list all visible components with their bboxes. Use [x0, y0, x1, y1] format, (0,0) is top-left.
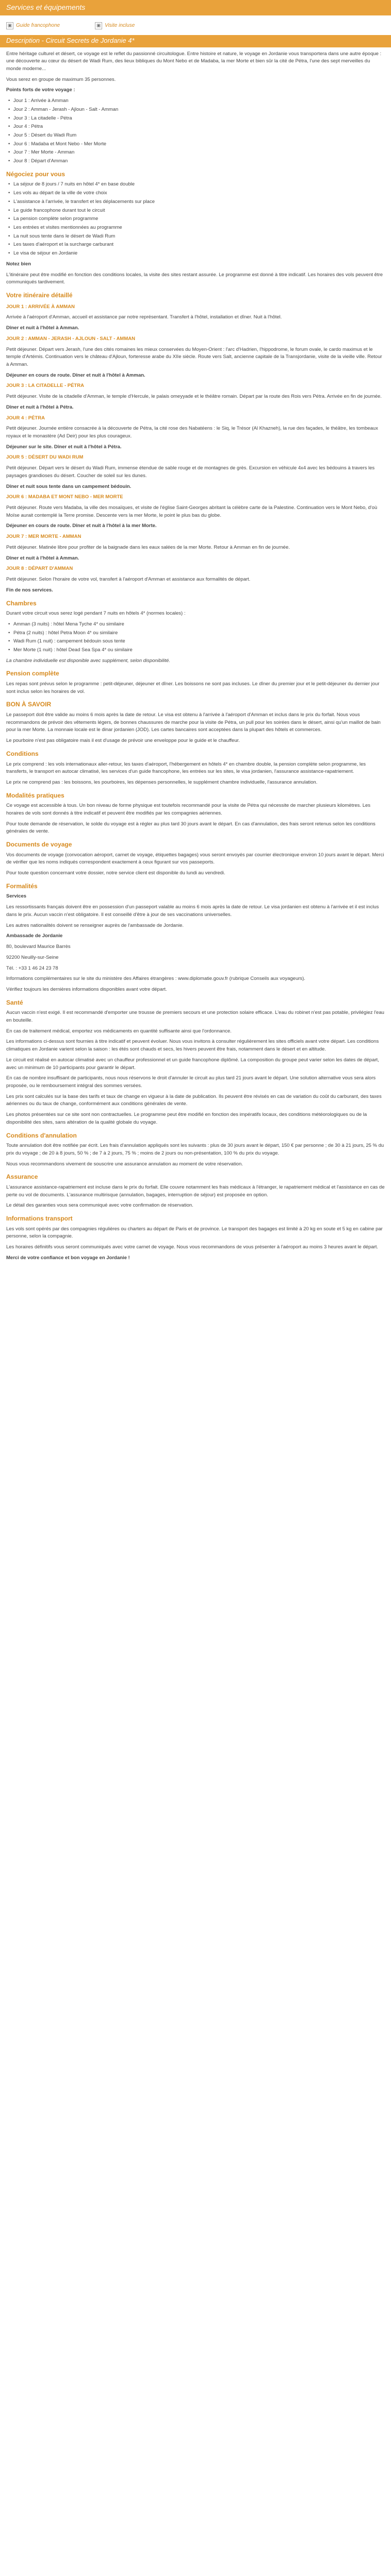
quick-link-visite[interactable]: [95, 22, 135, 30]
list-item: • Les entrées et visites mentionnées au programme: [6, 224, 385, 232]
ambassade-label: Ambassade de Jordanie: [6, 933, 63, 939]
ambassade-line: 80, boulevard Maurice Barrès: [6, 944, 71, 950]
transport-text: Les vols sont opérés par des compagnies régulières ou charters au départ de Paris et de province. Le transport des bagages est limité à 20 kg en soute et 5 kg en cabine par personne, selon la compagnie.: [6, 1226, 383, 1240]
day-title: JOUR 3 : LA CITADELLE - PÉTRA: [6, 383, 84, 389]
notes-heading: Notez bien: [6, 261, 31, 267]
day-meal: Dîner et nuit à l'hôtel à Pétra.: [6, 404, 74, 410]
day-text: Petit déjeuner. Route vers Madaba, la ville des mosaïques, et visite de l'église Saint-Georges abritant la célèbre carte de la Palestine. Continuation vers le Mont Nebo, d'où Moïse aurait contemplé la Terre promise. Descente vers la mer Morte, le point le plus bas du globe.: [6, 505, 378, 518]
day-text: Arrivée à l'aéroport d'Amman, accueil et assistance par notre représentant. Transfert à l'hôtel, installation et dîner. Nuit à l'hôtel.: [6, 314, 282, 320]
list-item: • Jour 4 : Pétra: [6, 123, 385, 131]
negocier-list: [6, 181, 385, 257]
documents-text: Vos documents de voyage (convocation aéroport, carnet de voyage, étiquettes bagages) vous seront envoyés par courrier électronique environ 10 jours avant le départ. Merci de vérifier que les noms indiqués correspondent exactement à ceux figurant sur vos passeports.: [6, 852, 384, 866]
list-item: • Jour 3 : La citadelle - Pétra: [6, 115, 385, 123]
formalites-text: Les ressortissants français doivent être en possession d'un passeport valable au moins 6 mois après la date de retour. Le visa jordanien est obtenu à l'arrivée et il est inclus dans le prix. Aucun vaccin n'est obligatoire. Il est conseillé d'être à jour de ses vaccinations universelles.: [6, 904, 379, 918]
list-item: • Le guide francophone durant tout le circuit: [6, 207, 385, 215]
day-title: JOUR 4 : PÉTRA: [6, 415, 45, 421]
list-item: • Pétra (2 nuits) : hôtel Petra Moon 4* ou similaire: [6, 630, 385, 637]
day-meal: Déjeuner sur le site. Dîner et nuit à l'hôtel à Pétra.: [6, 444, 122, 450]
description-header-bar: [0, 35, 391, 47]
notes-text: L'itinéraire peut être modifié en fonction des conditions locales, la visite des sites restant assurée. Le programme est donné à titre indicatif. Les horaires des vols peuvent être communiqués tardivement.: [6, 272, 383, 285]
pension-text: Les repas sont prévus selon le programme : petit-déjeuner, déjeuner et dîner. Les boissons ne sont pas incluses. Le dîner du premier jour et le petit-déjeuner du dernier jour sont inclus selon les horaires de vol.: [6, 681, 380, 694]
list-item: • L'assistance à l'arrivée, le transfert et les déplacements sur place: [6, 198, 385, 206]
list-item: • La séjour de 8 jours / 7 nuits en hôtel 4* en base double: [6, 181, 385, 189]
day-title: JOUR 2 : AMMAN - JERASH - AJLOUN - SALT - AMMAN: [6, 335, 135, 342]
highlights-list: [6, 97, 385, 165]
day-meal: Déjeuner en cours de route. Dîner et nuit à l'hôtel à Amman.: [6, 372, 145, 378]
day-4: [6, 415, 385, 451]
formalites-subheading: Services: [6, 893, 27, 900]
highlights-label: Points forts de votre voyage :: [6, 87, 75, 93]
chambres-text: Durant votre circuit vous serez logé pendant 7 nuits en hôtels 4* (normes locales) :: [6, 611, 186, 617]
list-item: • Jour 6 : Madaba et Mont Nebo - Mer Morte: [6, 141, 385, 148]
long-text: Le circuit est réalisé en autocar climatisé avec un chauffeur professionnel et un guide francophone diplômé. La composition du groupe peut varier selon les dates de départ, avec un minimum de 10 participants pour garantir le départ.: [6, 1057, 379, 1071]
list-item: • Amman (3 nuits) : hôtel Mena Tyche 4* ou similaire: [6, 621, 385, 629]
assurance-heading: Assurance: [6, 1173, 38, 1181]
image-icon: ▣: [6, 22, 13, 29]
services-title: Services et équipements: [6, 3, 86, 12]
list-item: • Jour 1 : Arrivée à Amman: [6, 97, 385, 105]
day-7: [6, 533, 385, 562]
list-item: • Wadi Rum (1 nuit) : campement bédouin sous tente: [6, 638, 385, 646]
transport-text-2: Les horaires définitifs vous seront communiqués avec votre carnet de voyage. Nous vous recommandons de vous présenter à l'aéroport au moins 3 heures avant le départ.: [6, 1244, 379, 1250]
conditions-text: Le prix comprend : les vols internationaux aller-retour, les taxes d'aéroport, l'hébergement en hôtels 4* en chambre double, la pension complète selon programme, les transferts, le transport en autocar climatisé, les services d'un guide francophone, les entrées sur les sites, le visa jordanien, l'assurance assistance-rapatriement.: [6, 761, 366, 775]
day-title: JOUR 5 : DÉSERT DU WADI RUM: [6, 454, 84, 461]
long-text: Les informations ci-dessus sont fournies à titre indicatif et peuvent évoluer. Nous vous invitons à consulter régulièrement les sites officiels avant votre départ. Les conditions climatiques en Jordanie varient selon la saison : les étés sont chauds et secs, les hivers peuvent être frais, notamment dans le désert et en altitude.: [6, 1039, 379, 1053]
info-text: Informations complémentaires sur le site du ministère des Affaires étrangères : www.diplomatie.gouv.fr (rubrique Conseils aux voyageurs).: [6, 976, 305, 982]
list-item: • Mer Morte (1 nuit) : hôtel Dead Sea Spa 4* ou similaire: [6, 647, 385, 654]
assurance-text-2: Le détail des garanties vous sera communiqué avec votre confirmation de réservation.: [6, 1202, 193, 1209]
modalites-text-2: Pour toute demande de réservation, le solde du voyage est à régler au plus tard 30 jours avant le départ. En cas d'annulation, des frais seront retenus selon les conditions générales de vente.: [6, 821, 376, 835]
long-text: Les photos présentées sur ce site sont non contractuelles. Le programme peut être modifié en fonction des impératifs locaux, des conditions météorologiques ou de la disponibilité des sites, sans altération de la qualité globale du voyage.: [6, 1112, 367, 1125]
day-meal: Dîner et nuit à l'hôtel à Amman.: [6, 325, 79, 331]
day-3: [6, 382, 385, 411]
ambassade-line: 92200 Neuilly-sur-Seine: [6, 954, 59, 960]
day-title: JOUR 8 : DÉPART D'AMMAN: [6, 566, 73, 572]
bonasavoir-heading: BON À SAVOIR: [6, 701, 52, 708]
annulation-heading: Conditions d'annulation: [6, 1131, 77, 1139]
guide-link[interactable]: Guide francophone: [16, 23, 60, 28]
bonasavoir-text: Le passeport doit être valide au moins 6 mois après la date de retour. Le visa est obtenu à l'arrivée à l'aéroport d'Amman et inclus dans le prix du forfait. Nous vous recommandons de prévoir des vêtements légers, de bonnes chaussures de marche pour la visite de Pétra, un pull pour les soirées dans le désert, ainsi qu'un maillot de bain pour la mer Morte. La monnaie locale est le dinar jordanien (JOD). Les cartes bancaires sont acceptées dans la plupart des hôtels et commerces.: [6, 712, 381, 733]
day-text: Petit déjeuner. Journée entière consacrée à la découverte de Pétra, la cité rose des Nabatéens : le Siq, le Trésor (Al Khazneh), la rue des façades, le théâtre, les tombeaux royaux et le monastère (Ad Deir) pour les plus courageux.: [6, 426, 378, 439]
list-item: • Jour 5 : Désert du Wadi Rum: [6, 132, 385, 140]
negocier-heading: Négociez pour vous: [6, 170, 66, 178]
day-5: [6, 454, 385, 490]
conditions-heading: Conditions: [6, 750, 39, 757]
formalites-heading: Formalités: [6, 882, 38, 890]
day-6: [6, 494, 385, 530]
sante-heading: Santé: [6, 998, 23, 1006]
transport-heading: Informations transport: [6, 1215, 73, 1223]
day-text: Petit déjeuner. Matinée libre pour profiter de la baignade dans les eaux salées de la mer Morte. Retour à Amman en fin de journée.: [6, 544, 290, 550]
list-item: • La nuit sous tente dans le désert de Wadi Rum: [6, 233, 385, 241]
formalites-text-2: Les autres nationalités doivent se renseigner auprès de l'ambassade de Jordanie.: [6, 922, 184, 928]
day-1: [6, 303, 385, 332]
day-meal: Fin de nos services.: [6, 587, 53, 593]
day-text: Petit déjeuner. Départ vers le désert du Wadi Rum, immense étendue de sable rouge et de montagnes de grès. Excursion en véhicule 4x4 avec les bédouins à travers les paysages grandioses du désert. Coucher de soleil sur les dunes.: [6, 465, 375, 479]
day-text: Petit déjeuner. Selon l'horaire de votre vol, transfert à l'aéroport d'Amman et assistance aux formalités de départ.: [6, 577, 251, 583]
page: [0, 0, 391, 1286]
documents-heading: Documents de voyage: [6, 841, 72, 849]
quick-links: [0, 15, 391, 35]
day-meal: Déjeuner en cours de route. Dîner et nuit à l'hôtel à la mer Morte.: [6, 523, 157, 529]
conditions-text-2: Le prix ne comprend pas : les boissons, les pourboires, les dépenses personnelles, le supplément chambre individuelle, l'assurance annulation.: [6, 779, 318, 785]
pension-heading: Pension complète: [6, 670, 59, 677]
ambassade-line: Tél. : +33 1 46 24 23 78: [6, 965, 58, 971]
services-header-bar: [0, 0, 391, 15]
chambres-note: La chambre individuelle est disponible avec supplément, selon disponibilité.: [6, 657, 170, 664]
hotels-list: [6, 621, 385, 654]
chambres-heading: Chambres: [6, 599, 37, 607]
intro-text: Entre héritage culturel et désert, ce voyage est le reflet du passionné circuitologue. Entre histoire et nature, le voyage en Jordanie vous transportera dans une autre époque : une découverte au cœur du désert de Wadi Rum, des lieux bibliques du Mont Nebo et de Madaba, la mer Morte et bien sûr la cité de Pétra, l'une des sept merveilles du monde moderne...: [6, 50, 382, 72]
day-title: JOUR 7 : MER MORTE - AMMAN: [6, 534, 82, 540]
day-text: Petit déjeuner. Départ vers Jerash, l'une des cités romaines les mieux conservées du Moyen-Orient : l'arc d'Hadrien, l'hippodrome, le forum ovale, le cardo maximus et le temple d'Artémis. Continuation vers le château d'Ajloun, forteresse arabe du XIIe siècle. Route vers Salt, ancienne capitale de la Transjordanie, visite de la vieille ville. Retour à Amman.: [6, 346, 382, 367]
sante-text: Aucun vaccin n'est exigé. Il est recommandé d'emporter une trousse de premiers secours et une protection solaire efficace. L'eau du robinet n'est pas potable, privilégiez l'eau en bouteille.: [6, 1010, 384, 1023]
bonasavoir-text-2: Le pourboire n'est pas obligatoire mais il est d'usage de prévoir une enveloppe pour le guide et le chauffeur.: [6, 738, 240, 744]
day-title: JOUR 6 : MADABA ET MONT NEBO - MER MORTE: [6, 494, 123, 500]
quick-link-guide[interactable]: [6, 22, 60, 30]
list-item: • Les vols au départ de la ville de votre choix: [6, 190, 385, 197]
long-text: Les prix sont calculés sur la base des tarifs et taux de change en vigueur à la date de publication. Ils peuvent être révisés en cas de variation du coût du carburant, des taxes aériennes ou du taux de change, conformément aux conditions générales de vente.: [6, 1093, 382, 1107]
image-icon: ▣: [95, 22, 102, 29]
day-text: Petit déjeuner. Visite de la citadelle d'Amman, le temple d'Hercule, le palais omeyyade et le théâtre romain. Départ par la route des Rois vers Pétra. Arrivée en fin de journée.: [6, 394, 382, 400]
annulation-text: Toute annulation doit être notifiée par écrit. Les frais d'annulation appliqués sont les suivants : plus de 30 jours avant le départ, 150 € par personne ; de 30 à 21 jours, 25 % du prix du voyage ; de 20 à 8 jours, 50 % ; de 7 à 2 jours, 75 % ; moins de 2 jours ou non-présentation, 100 % du prix du voyage.: [6, 1143, 384, 1156]
documents-text-2: Pour toute question concernant votre dossier, notre service client est disponible du lundi au vendredi.: [6, 870, 225, 876]
list-item: • Jour 7 : Mer Morte - Amman: [6, 149, 385, 157]
intro-text-2: Vous serez en groupe de maximum 35 personnes.: [6, 76, 116, 82]
annulation-text-2: Nous vous recommandons vivement de souscrire une assurance annulation au moment de votre réservation.: [6, 1161, 243, 1167]
day-2: [6, 335, 385, 380]
visite-link[interactable]: Visite incluse: [105, 23, 135, 28]
list-item: • Jour 8 : Départ d'Amman: [6, 158, 385, 165]
long-text: En cas de nombre insuffisant de participants, nous nous réservons le droit d'annuler le circuit au plus tard 21 jours avant le départ. Une solution alternative vous sera alors proposée, ou le remboursement intégral des sommes versées.: [6, 1075, 376, 1089]
itineraire-heading: Votre itinéraire détaillé: [6, 292, 73, 299]
list-item: • Le visa de séjour en Jordanie: [6, 250, 385, 258]
description-title: Description - Circuit Secrets de Jordanie 4*: [6, 37, 135, 45]
closing-text: Merci de votre confiance et bon voyage en Jordanie !: [6, 1255, 130, 1261]
content: [0, 50, 391, 1262]
list-item: • Jour 2 : Amman - Jerash - Ajloun - Salt - Amman: [6, 106, 385, 114]
day-title: JOUR 1 : ARRIVÉE À AMMAN: [6, 303, 75, 310]
sante-text-2: En cas de traitement médical, emportez vos médicaments en quantité suffisante ainsi que l'ordonnance.: [6, 1028, 232, 1034]
assurance-text: L'assurance assistance-rapatriement est incluse dans le prix du forfait. Elle couvre notamment les frais médicaux à l'étranger, le rapatriement médical et l'assistance en cas de perte ou vol de documents. L'assurance multirisque (annulation, bagages, interruption de séjour) est proposée en option.: [6, 1184, 385, 1198]
modalites-text: Ce voyage est accessible à tous. Un bon niveau de forme physique est toutefois recommandé pour la visite de Pétra qui nécessite de marcher plusieurs kilomètres. Les horaires de vols sont donnés à titre indicatif et peuvent être modifiés par les compagnies aériennes.: [6, 803, 371, 816]
day-meal: Dîner et nuit à l'hôtel à Amman.: [6, 555, 79, 561]
day-meal: Dîner et nuit sous tente dans un campement bédouin.: [6, 483, 132, 489]
list-item: • La pension complète selon programme: [6, 215, 385, 223]
day-8: [6, 565, 385, 594]
modalites-heading: Modalités pratiques: [6, 791, 64, 799]
list-item: • Les taxes d'aéroport et la surcharge carburant: [6, 241, 385, 249]
info-text-2: Vérifiez toujours les dernières informations disponibles avant votre départ.: [6, 986, 167, 992]
